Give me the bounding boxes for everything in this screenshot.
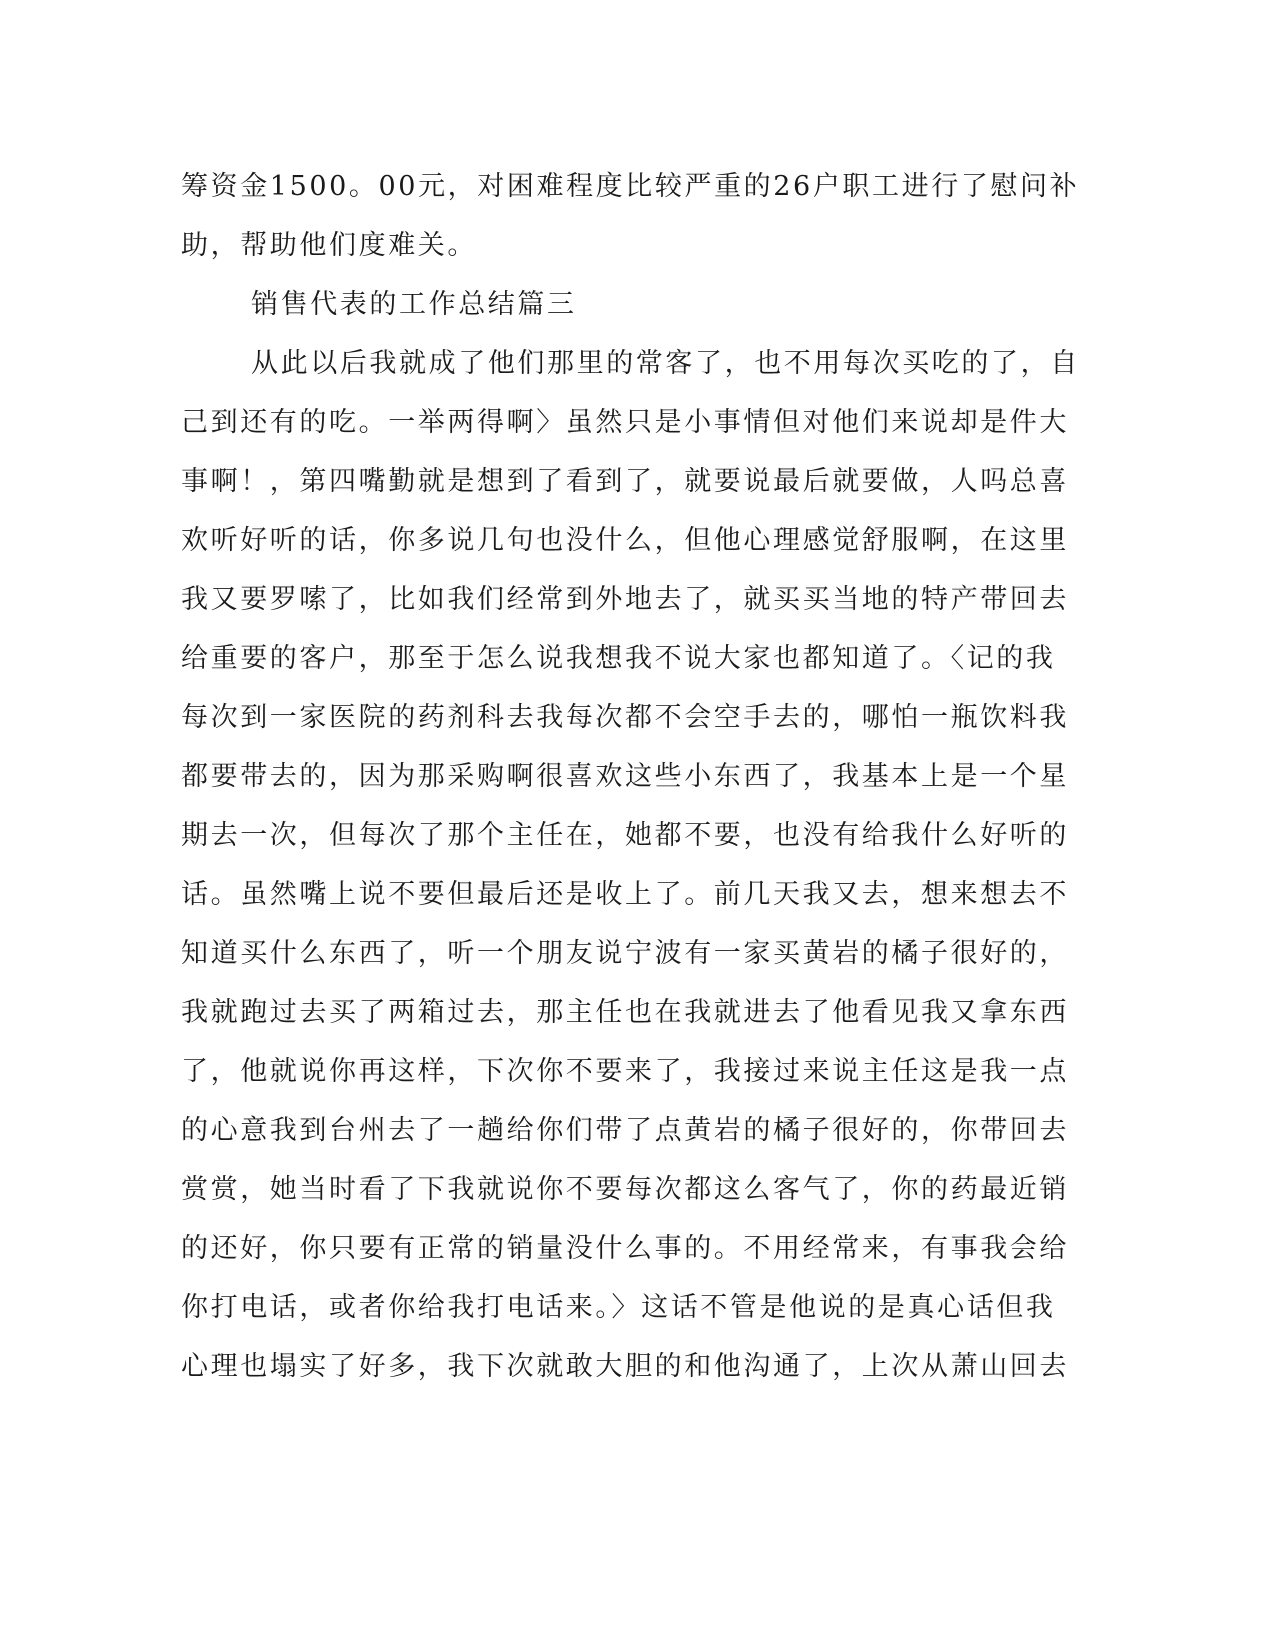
text-line: 助，帮助他们度难关。 <box>181 230 477 261</box>
text-line: 我就跑过去买了两箱过去，那主任也在我就进去了他看见我又拿东西 <box>181 997 1069 1028</box>
text-line: 期去一次，但每次了那个主任在，她都不要，也没有给我什么好听的 <box>181 820 1069 851</box>
text-line: 赏赏，她当时看了下我就说你不要每次都这么客气了，你的药最近销 <box>181 1174 1069 1205</box>
text-line: 己到还有的吃。一举两得啊〉虽然只是小事情但对他们来说却是件大 <box>181 407 1069 438</box>
text-line: 的心意我到台州去了一趟给你们带了点黄岩的橘子很好的，你带回去 <box>181 1115 1069 1146</box>
text-line: 筹资金1500。00元，对困难程度比较严重的26户职工进行了慰问补 <box>181 171 1080 202</box>
text-line: 话。虽然嘴上说不要但最后还是收上了。前几天我又去，想来想去不 <box>181 879 1069 910</box>
body-text <box>181 157 1080 1396</box>
text-line: 的还好，你只要有正常的销量没什么事的。不用经常来，有事我会给 <box>181 1233 1069 1264</box>
text-line: 知道买什么东西了，听一个朋友说宁波有一家买黄岩的橘子很好的， <box>181 938 1069 969</box>
text-line: 了，他就说你再这样，下次你不要来了，我接过来说主任这是我一点 <box>181 1056 1069 1087</box>
text-line: 从此以后我就成了他们那里的常客了，也不用每次买吃的了，自 <box>251 348 1080 379</box>
text-line: 都要带去的，因为那采购啊很喜欢这些小东西了，我基本上是一个星 <box>181 761 1069 792</box>
text-line: 心理也塌实了好多，我下次就敢大胆的和他沟通了，上次从萧山回去 <box>181 1351 1069 1382</box>
section-heading: 销售代表的工作总结篇三 <box>251 289 577 320</box>
text-line: 每次到一家医院的药剂科去我每次都不会空手去的，哪怕一瓶饮料我 <box>181 702 1069 733</box>
text-line: 事啊！，第四嘴勤就是想到了看到了，就要说最后就要做，人吗总喜 <box>181 466 1069 497</box>
text-line: 欢听好听的话，你多说几句也没什么，但他心理感觉舒服啊，在这里 <box>181 525 1069 556</box>
text-line: 给重要的客户，那至于怎么说我想我不说大家也都知道了。〈记的我 <box>181 643 1056 674</box>
text-line: 我又要罗嗦了，比如我们经常到外地去了，就买买当地的特产带回去 <box>181 584 1069 615</box>
text-line: 你打电话，或者你给我打电话来。〉这话不管是他说的是真心话但我 <box>181 1292 1056 1323</box>
